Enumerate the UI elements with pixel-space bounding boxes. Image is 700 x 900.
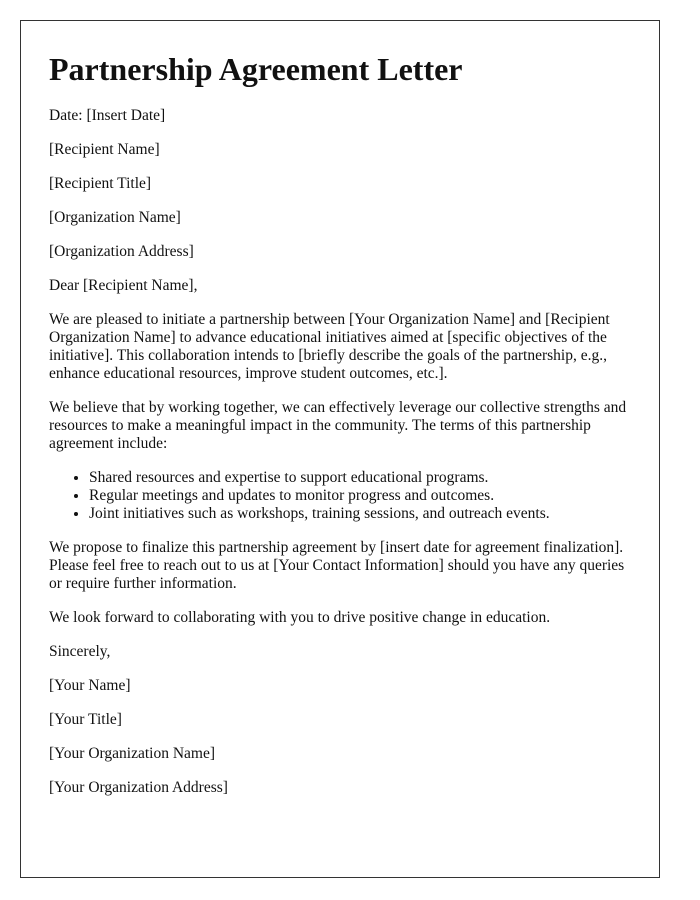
- sender-name: [Your Name]: [49, 677, 131, 694]
- body-paragraph-4: We look forward to collaborating with you to drive positive change in education.: [49, 609, 551, 626]
- body-paragraph-2: We believe that by working together, we can effectively leverage our collective strengths and resources to make a meaningful impact in the community. The terms of this partnership agreement include:: [49, 399, 627, 452]
- terms-list: [49, 469, 631, 523]
- recipient-name: [Recipient Name]: [49, 141, 160, 158]
- sender-organization: [Your Organization Name]: [49, 745, 216, 762]
- letter-page: [20, 20, 660, 878]
- body-paragraph-3: We propose to finalize this partnership agreement by [insert date for agreement finalization]. Please feel free to reach out to us at [Your Contact Information] should you have any queries or require further information.: [49, 539, 625, 592]
- date-line: Date: [Insert Date]: [49, 107, 166, 124]
- recipient-title: [Recipient Title]: [49, 175, 152, 192]
- list-item: • Regular meetings and updates to monitor progress and outcomes.: [89, 487, 631, 505]
- list-item: • Joint initiatives such as workshops, training sessions, and outreach events.: [89, 505, 631, 523]
- salutation: Dear [Recipient Name],: [49, 277, 198, 294]
- organization-name: [Organization Name]: [49, 209, 181, 226]
- sender-address: [Your Organization Address]: [49, 779, 228, 796]
- list-item: • Shared resources and expertise to support educational programs.: [89, 469, 631, 487]
- closing: Sincerely,: [49, 643, 111, 660]
- letter-title: Partnership Agreement Letter: [49, 51, 463, 87]
- sender-title: [Your Title]: [49, 711, 122, 728]
- body-paragraph-1: We are pleased to initiate a partnership between [Your Organization Name] and [Recipient Organization Name] to advance educational initiatives aimed at [specific objectives of the initiative]. This collaboration intends to [briefly describe the goals of the partnership, e.g., enhance educational resources, improve student outcomes, etc.].: [49, 311, 610, 382]
- organization-address: [Organization Address]: [49, 243, 194, 260]
